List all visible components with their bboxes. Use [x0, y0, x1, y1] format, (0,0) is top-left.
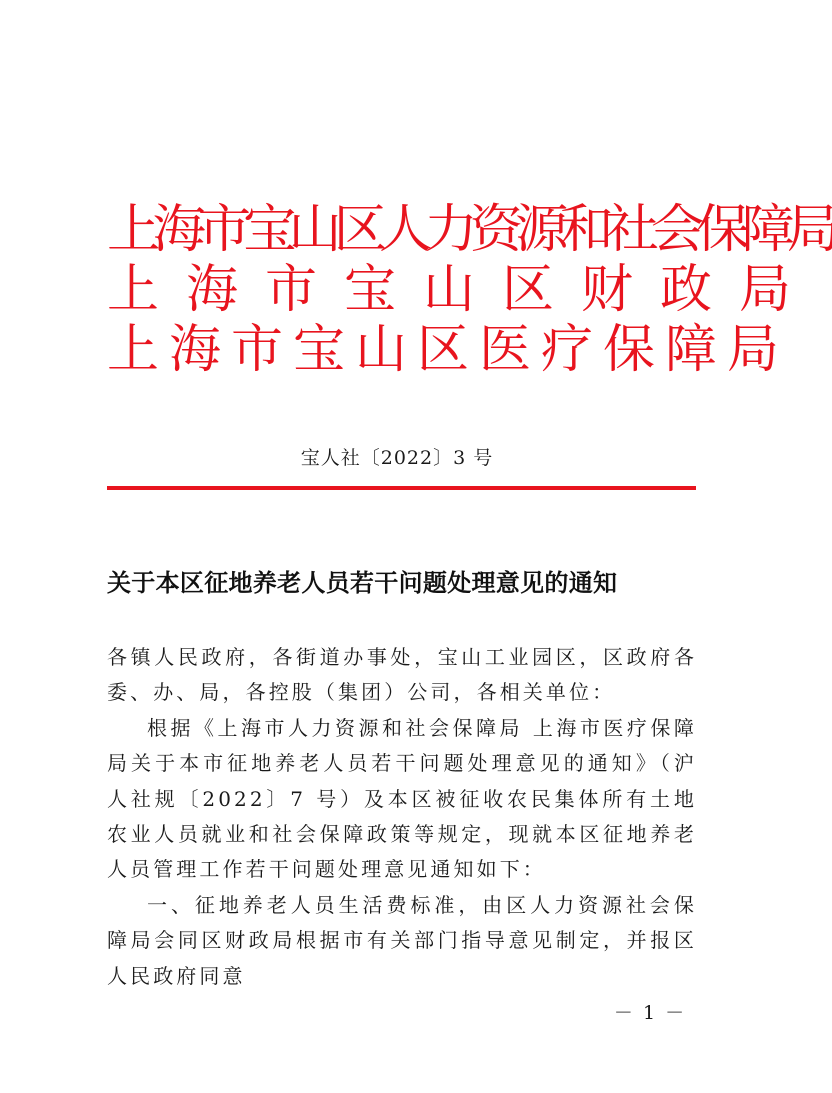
- masthead: [107, 200, 832, 380]
- document-number: 宝人社〔2022〕3 号: [300, 447, 494, 469]
- body-paragraph: 一、征地养老人员生活费标准，由区人力资源社会保障局会同区财政局根据市有关部门指导意见制定，并报区人民政府同意: [107, 892, 697, 988]
- masthead-line-medical-security-bureau: 上海市宝山区医疗保障局: [107, 320, 790, 380]
- masthead-line-hrss-bureau: 上海市宝山区人力资源和社会保障局: [107, 200, 832, 260]
- page-number: － 1 －: [613, 1002, 687, 1024]
- recipients-line: 各镇人民政府，各街道办事处，宝山工业园区，区政府各委、办、局，各控股（集团）公司，各相关单位：: [107, 645, 697, 705]
- body-paragraph: 根据《上海市人力资源和社会保障局 上海市医疗保障局关于本市征地养老人员若干问题处理意见的通知》（沪人社规〔2022〕7 号）及本区被征收农民集体所有土地农业人员就业和社会保障政策等规定，现就本区征地养老人员管理工作若干问题处理意见通知如下：: [107, 715, 697, 882]
- red-divider-rule: [107, 486, 696, 490]
- masthead-line-finance-bureau: 上海市宝山区财政局: [107, 260, 819, 320]
- document-title: 关于本区征地养老人员若干问题处理意见的通知: [107, 569, 618, 597]
- document-body: [107, 640, 697, 994]
